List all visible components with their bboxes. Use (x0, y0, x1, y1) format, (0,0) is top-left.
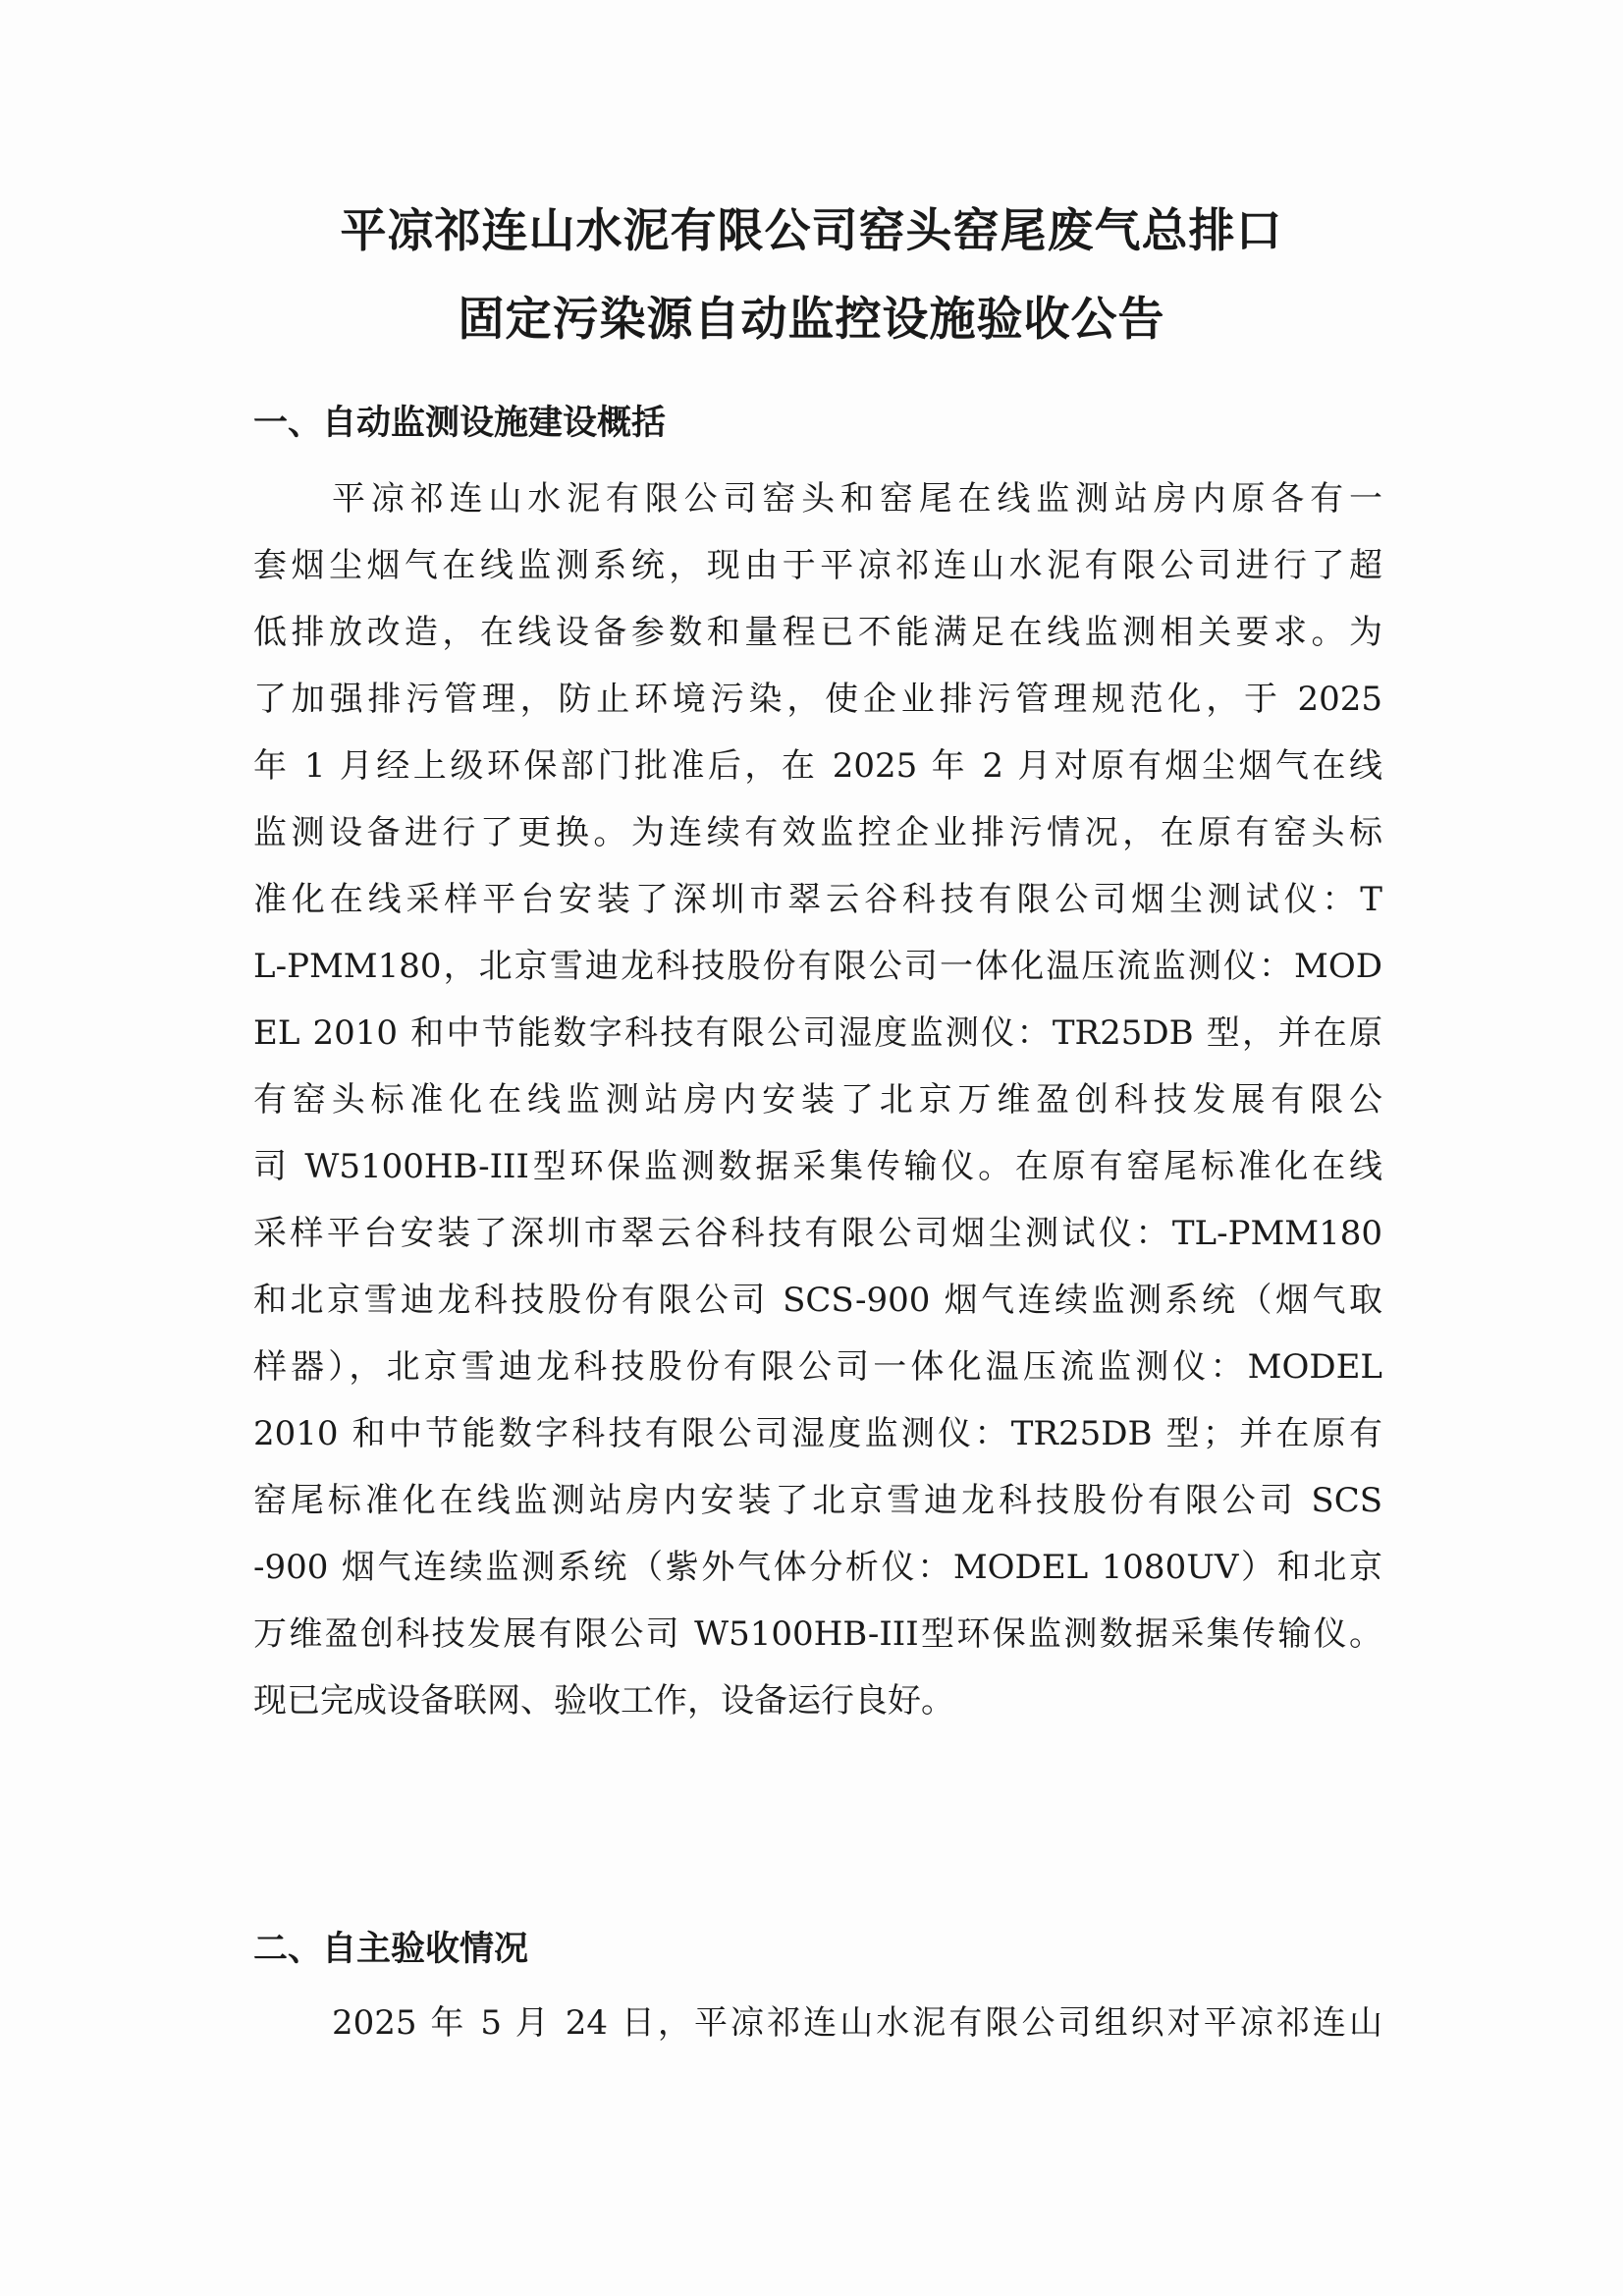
paragraph-line: 司 W5100HB-III型环保监测数据采集传输仪。在原有窑尾标准化在线 (253, 1147, 1382, 1186)
paragraph-line: 有窑头标准化在线监测站房内安装了北京万维盈创科技发展有限公 (253, 1080, 1382, 1120)
paragraph-line: 现已完成设备联网、验收工作，设备运行良好。 (253, 1681, 954, 1721)
paragraph-line: 平凉祁连山水泥有限公司窑头和窑尾在线监测站房内原各有一 (332, 479, 1382, 519)
document-title-line-2: 固定污染源自动监控设施验收公告 (458, 293, 1165, 347)
paragraph-line: -900 烟气连续监测系统（紫外气体分析仪：MODEL 1080UV）和北京 (253, 1548, 1382, 1587)
paragraph-line: 了加强排污管理，防止环境污染，使企业排污管理规范化，于 2025 (253, 680, 1382, 719)
paragraph-line: EL 2010 和中节能数字科技有限公司湿度监测仪：TR25DB 型，并在原 (253, 1013, 1382, 1053)
section-2-heading: 二、自主验收情况 (253, 1930, 529, 1969)
section-1-heading: 一、自动监测设施建设概括 (253, 404, 667, 443)
paragraph-line: 样器），北京雪迪龙科技股份有限公司一体化温压流监测仪：MODEL (253, 1347, 1382, 1387)
paragraph-line: 万维盈创科技发展有限公司 W5100HB-III型环保监测数据采集传输仪。 (253, 1614, 1382, 1654)
paragraph-line: L-PMM180，北京雪迪龙科技股份有限公司一体化温压流监测仪：MOD (253, 947, 1382, 986)
paragraph-line: 低排放改造，在线设备参数和量程已不能满足在线监测相关要求。为 (253, 613, 1382, 652)
document-title-line-1: 平凉祁连山水泥有限公司窑头窑尾废气总排口 (340, 204, 1283, 258)
paragraph-line: 2010 和中节能数字科技有限公司湿度监测仪：TR25DB 型；并在原有 (253, 1414, 1382, 1453)
paragraph-line: 年 1 月经上级环保部门批准后，在 2025 年 2 月对原有烟尘烟气在线 (253, 746, 1382, 786)
paragraph-line: 套烟尘烟气在线监测系统，现由于平凉祁连山水泥有限公司进行了超 (253, 546, 1382, 585)
section-2-paragraph (253, 1990, 1382, 2056)
paragraph-line: 准化在线采样平台安装了深圳市翠云谷科技有限公司烟尘测试仪：T (253, 880, 1382, 919)
paragraph-line: 和北京雪迪龙科技股份有限公司 SCS-900 烟气连续监测系统（烟气取 (253, 1281, 1382, 1320)
paragraph-line: 监测设备进行了更换。为连续有效监控企业排污情况，在原有窑头标 (253, 813, 1382, 852)
paragraph-line: 窑尾标准化在线监测站房内安装了北京雪迪龙科技股份有限公司 SCS (253, 1481, 1382, 1520)
paragraph-line: 2025 年 5 月 24 日，平凉祁连山水泥有限公司组织对平凉祁连山 (332, 2003, 1382, 2043)
section-1-paragraph (253, 465, 1382, 1734)
paragraph-line: 采样平台安装了深圳市翠云谷科技有限公司烟尘测试仪：TL-PMM180 (253, 1214, 1382, 1253)
